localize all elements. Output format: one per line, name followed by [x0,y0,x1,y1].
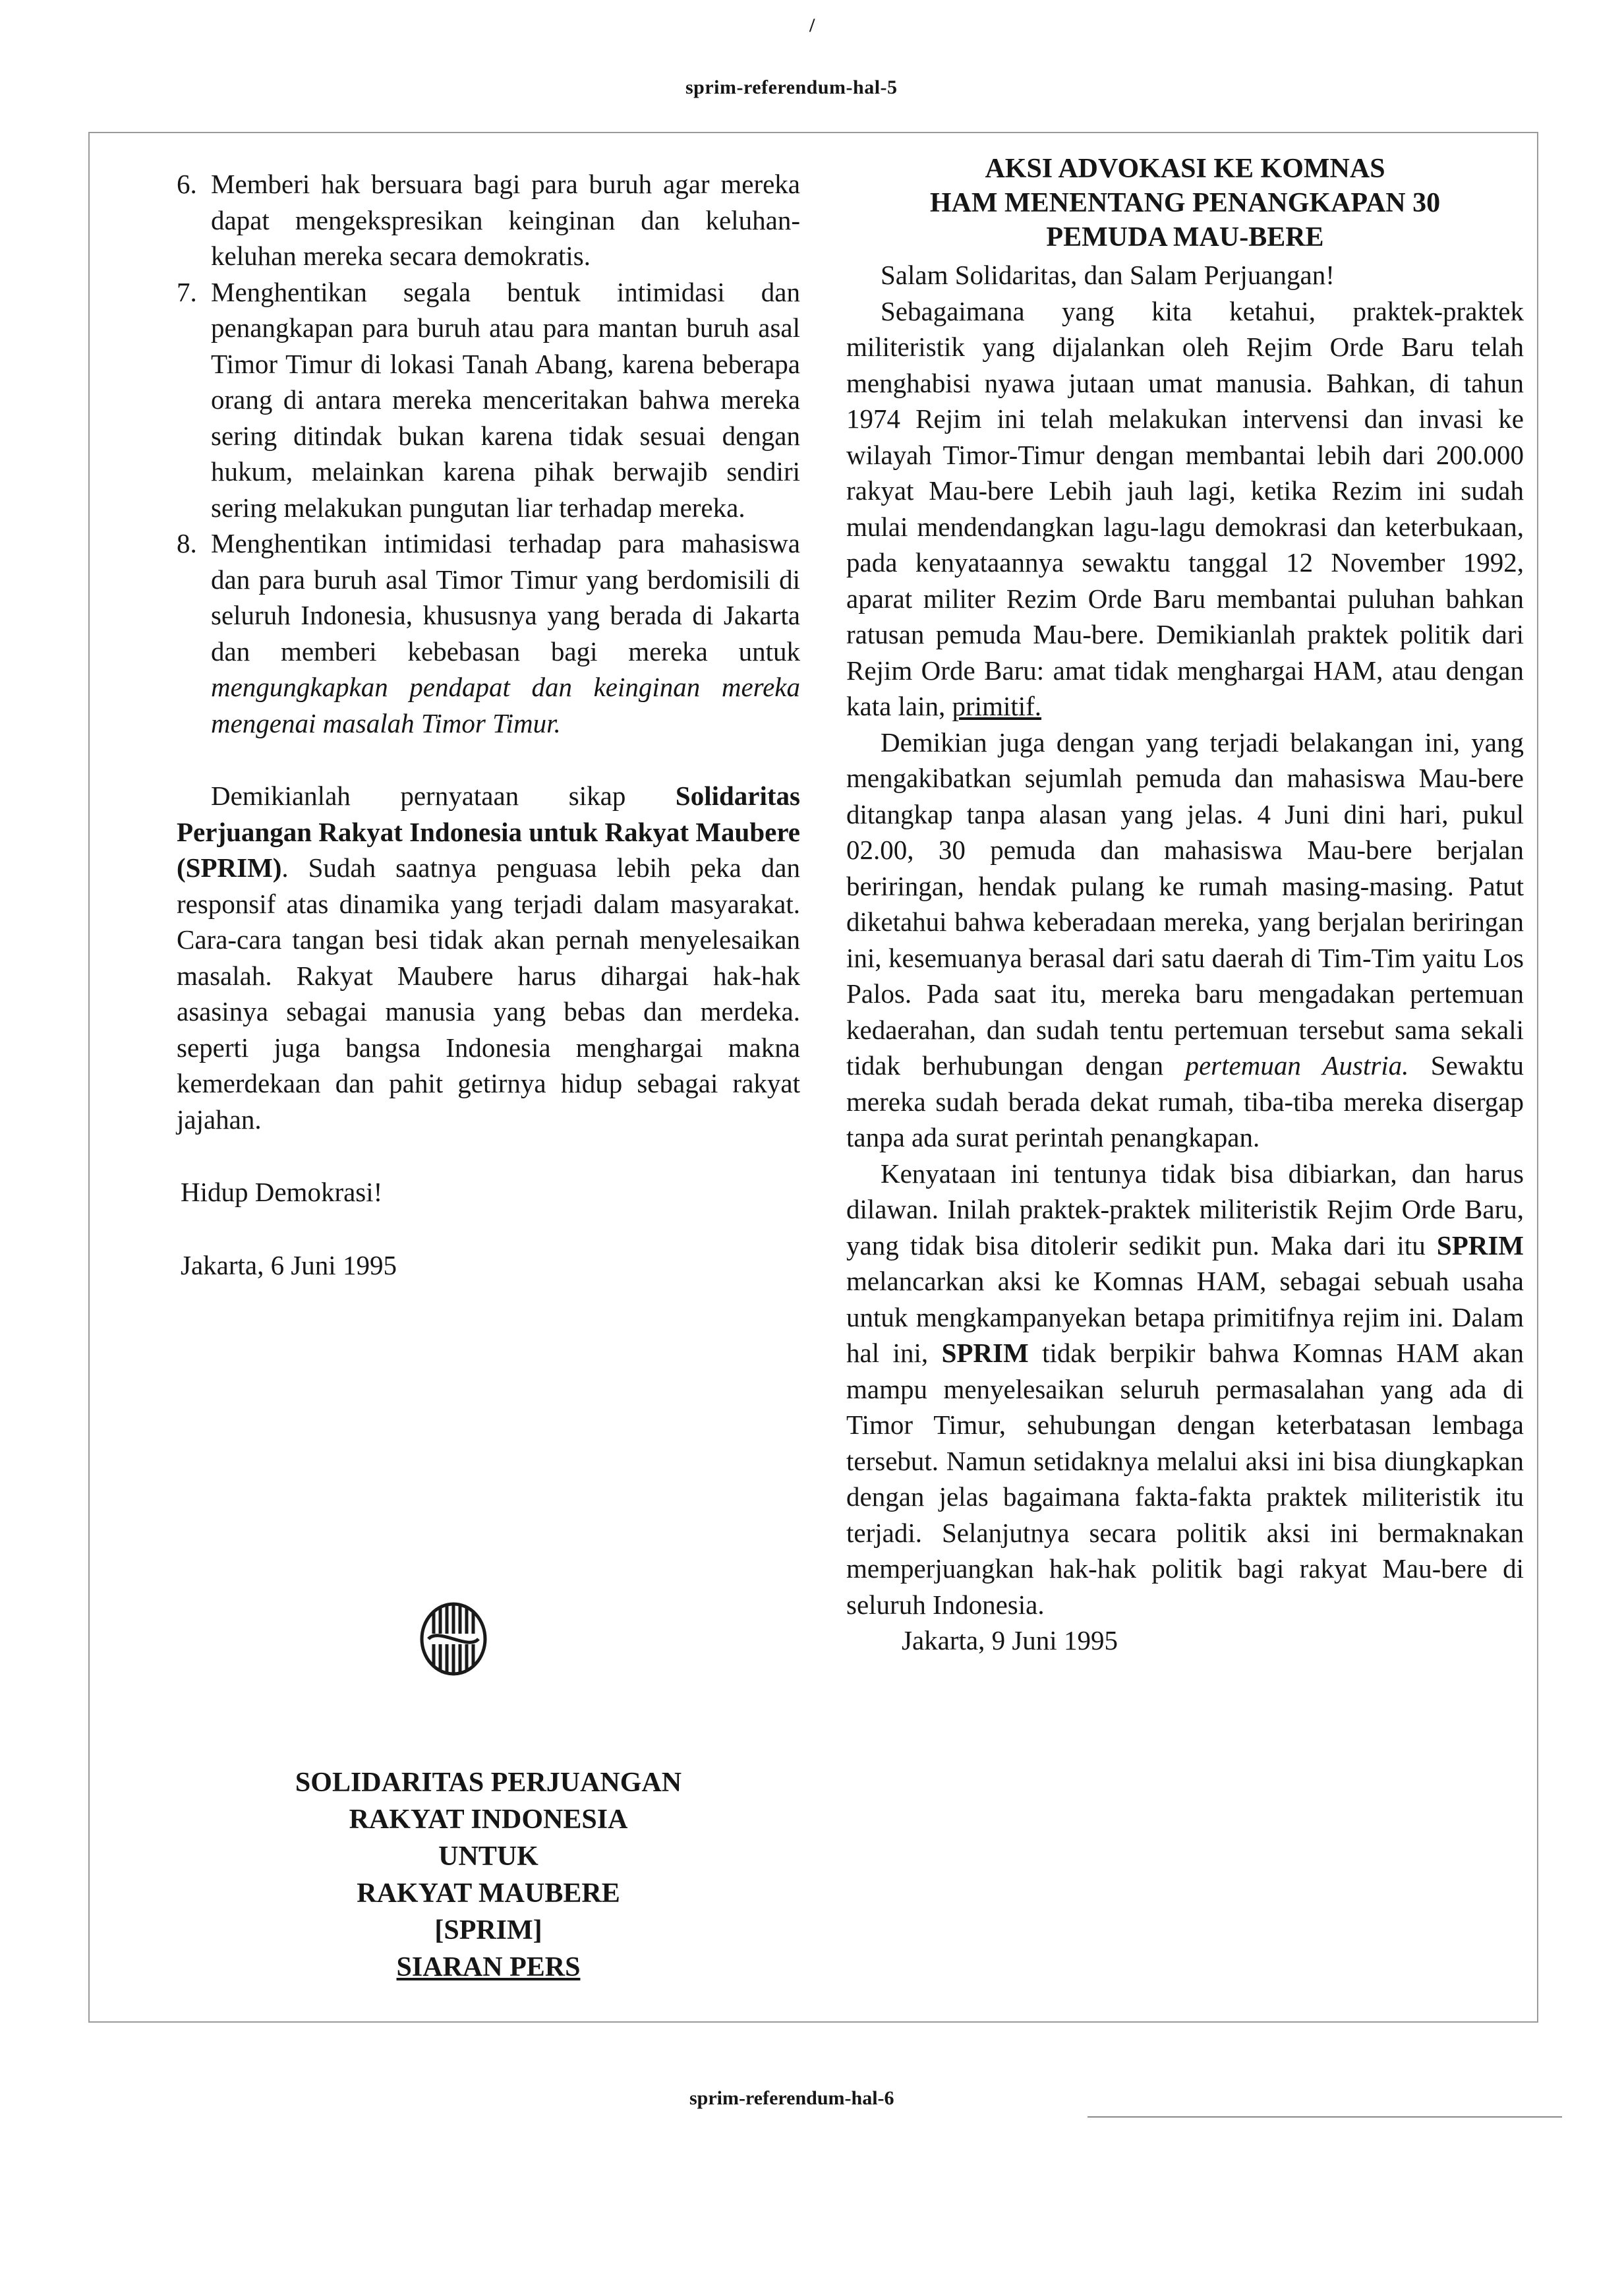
press-release-label: SIARAN PERS [396,1952,581,1982]
article-title-line: HAM MENENTANG PENANGKAPAN 30 [929,188,1441,218]
list-item-text: Menghentikan intimidasi terhadap para mahasiswa dan para buruh asal Timor Timur yang berdomisili di seluruh Indonesia, khususnya yang berada di Jakarta dan memberi kebebasan bagi mereka untuk [211,528,800,667]
bottom-rule [1088,2116,1562,2118]
org-line: [SPRIM] [434,1915,542,1946]
paragraph [846,725,1524,1156]
org-line: UNTUK [438,1841,538,1872]
paragraph-text: melancarkan aksi ke Komnas HAM, sebagai sebuah usaha untuk mengkampanyekan betapa primitifnya rejim ini. Dalam hal ini, [846,1266,1524,1368]
org-line: RAKYAT MAUBERE [357,1878,620,1909]
bold-sprim: SPRIM [1436,1230,1524,1261]
article-title [846,152,1524,254]
paragraph-text: Demikian juga dengan yang terjadi belakangan ini, yang mengakibatkan sejumlah pemuda dan mahasiswa Mau-bere ditangkap tanpa alasan yang jelas. 4 Juni dini hari, pukul 02.00, 30 pemuda dan mahasiswa Mau-bere berjalan beriringan, hendak pulang ke rumah masing-masing. Patut diketahui bahwa keberadaan mereka, yang berjalan beriringan ini, kesemuanya berasal dari satu daerah di Tim-Tim yaitu Los Palos. Pada saat itu, mereka baru mengadakan pertemuan kedaerahan, dan sudah tentu pertemuan tersebut sama sekali tidak berhubungan dengan [846,727,1524,1081]
right-column [846,152,1524,1659]
closing-suffix: . Sudah saatnya penguasa lebih peka dan responsif atas dinamika yang terjadi dalam masyarakat. Cara-cara tangan besi tidak akan pernah menyelesaikan masalah. Rakyat Maubere harus dihargai hak-hak asasinya sebagai manusia yang bebas dan merdeka. seperti juga bangsa Indonesia menghargai makna kemerdekaan dan pahit getirnya hidup sebagai rakyat jajahan. [177,852,800,1135]
paragraph [846,293,1524,725]
greeting: Salam Solidaritas, dan Salam Perjuangan! [881,260,1335,290]
org-line: RAKYAT INDONESIA [349,1804,628,1835]
page-header-top: sprim-referendum-hal-5 [685,76,898,98]
closing-prefix: Demikianlah pernyataan sikap [211,781,626,811]
underlined-word: primitif. [952,691,1042,721]
left-column [177,166,800,1283]
list-item-text: Menghentikan segala bentuk intimidasi dan penangkapan para buruh atau para mantan buruh asal Timor Timur di lokasi Tanah Abang, karena beberapa orang di antara mereka menceritakan bahwa mereka sering ditindak bukan karena tidak sesuai dengan hukum, melainkan karena pihak berwajib sendiri sering melakukan pungutan liar terhadap mereka. [211,276,800,523]
list-item [177,166,800,274]
org-line: SOLIDARITAS PERJUANGAN [295,1768,682,1798]
bold-sprim: SPRIM [941,1338,1029,1368]
page-header-bottom: sprim-referendum-hal-6 [689,2087,894,2109]
list-number: 6. [177,169,197,199]
sprim-logo-icon [419,1602,488,1676]
list-item [177,274,800,526]
list-item-text: Memberi hak bersuara bagi para buruh agar mereka dapat mengekspresikan keinginan dan keluhan-keluhan mereka secara demokratis. [211,169,800,271]
list-number: 7. [177,276,197,307]
paragraph-text: tidak berpikir bahwa Komnas HAM akan mampu menyelesaikan seluruh permasalahan yang ada di Timor Timur, sehubungan dengan keterbatasan lembaga tersebut. Namun setidaknya melalui aksi ini bisa diungkapkan dengan jelas bagaimana fakta-fakta praktek militeristik itu terjadi. Selanjutnya secara politik aksi ini bermaknakan memperjuangkan hak-hak politik bagi rakyat Mau-bere di seluruh Indonesia. [846,1338,1524,1620]
dateline-right: Jakarta, 9 Juni 1995 [902,1625,1118,1655]
closing-statement [177,778,800,1137]
paragraph [846,1156,1524,1623]
list-item [177,525,800,741]
paragraph-text: Sewaktu mereka sudah berada dekat rumah, tiba-tiba mereka disergap tanpa ada surat perintah penangkapan. [846,1050,1524,1152]
paragraph-text: Kenyataan ini tentunya tidak bisa dibiarkan, dan harus dilawan. Inilah praktek-praktek militeristik Rejim Orde Baru, yang tidak bisa ditolerir sedikit pun. Maka dari itu [846,1158,1524,1261]
dateline-left: Jakarta, 6 Juni 1995 [181,1249,397,1280]
paragraph-text: Sebagaimana yang kita ketahui, praktek-praktek militeristik yang dijalankan oleh Rejim Orde Baru telah menghabisi nyawa jutaan umat manusia. Bahkan, di tahun 1974 Rejim ini telah melakukan intervensi dan invasi ke wilayah Timor-Timur dengan membantai lebih dari 200.000 rakyat Mau-bere Lebih jauh lagi, ketika Rezim ini sudah mulai mendendangkan lagu-lagu demokrasi dan keterbukaan, pada kenyataannya sewaktu tanggal 12 November 1992, aparat militer Rezim Orde Baru membantai puluhan bahkan ratusan pemuda Mau-bere. Demikianlah praktek politik dari Rejim Orde Baru: amat tidak menghargai HAM, atau dengan kata lain, [846,295,1524,721]
list-number: 8. [177,528,197,558]
article-title-line: AKSI ADVOKASI KE KOMNAS [985,154,1385,184]
organization-name: Solidaritas Perjuangan Rakyat Indonesia untuk Rakyat Maubere (SPRIM) [177,781,801,883]
article-title-line: PEMUDA MAU-BERE [1046,222,1324,253]
page-mark: / [809,15,815,36]
italic-phrase: pertemuan Austria. [1185,1050,1409,1081]
signoff: Hidup Demokrasi! [181,1177,383,1207]
list-item-italic-text: mengungkapkan pendapat dan keinginan mereka mengenai masalah Timor Timur. [211,672,800,738]
organization-block [177,1764,800,1986]
